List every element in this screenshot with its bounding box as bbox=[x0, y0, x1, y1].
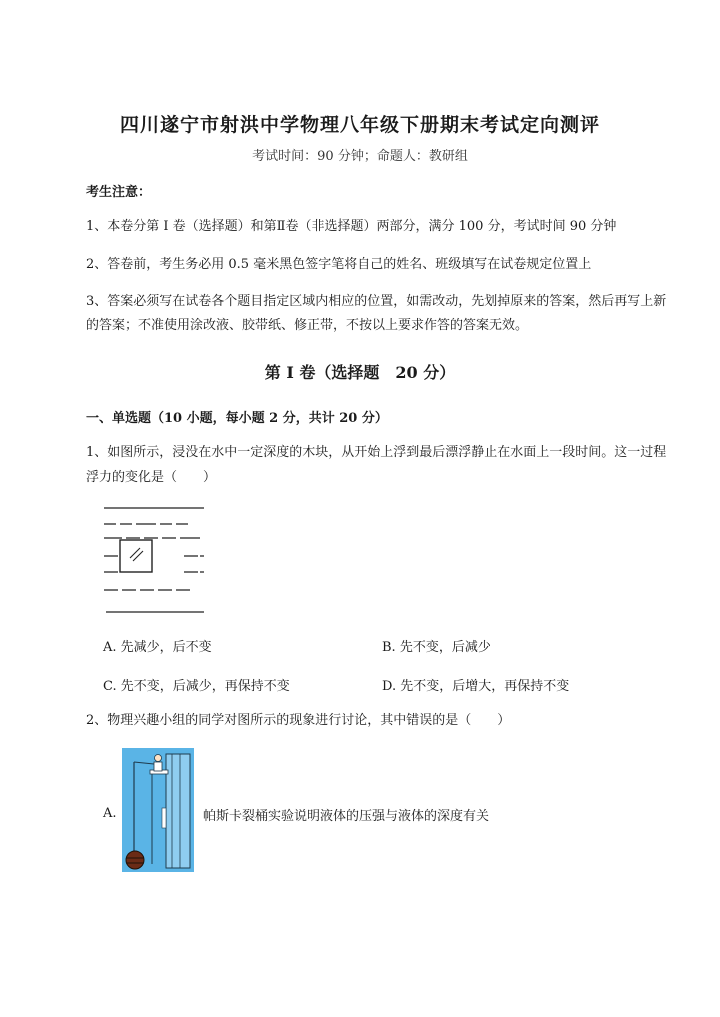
q1-option-c[interactable]: C. 先不变，后减少，再保持不变 bbox=[103, 679, 290, 694]
exam-info: 考试时间：90 分钟；命题人：教研组 bbox=[252, 149, 468, 164]
q1-stem-line2: 浮力的变化是（ ） bbox=[86, 470, 217, 485]
q1-option-d[interactable]: D. 先不变，后增大，再保持不变 bbox=[382, 679, 570, 694]
water-block-figure bbox=[100, 502, 210, 620]
note-item-1: 1、本卷分第 I 卷（选择题）和第Ⅱ卷（非选择题）两部分，满分 100 分，考试时间 90 分钟 bbox=[86, 219, 617, 234]
barrel bbox=[126, 851, 144, 869]
page-title: 四川遂宁市射洪中学物理八年级下册期末考试定向测评 bbox=[119, 114, 600, 136]
pascal-barrel-figure bbox=[122, 748, 194, 872]
q2-stem: 2、物理兴趣小组的同学对图所示的现象进行讨论，其中错误的是（ ） bbox=[86, 713, 511, 728]
q2-option-a-text: 帕斯卡裂桶实验说明液体的压强与液体的深度有关 bbox=[203, 809, 490, 824]
notes-heading: 考生注意： bbox=[86, 185, 152, 200]
q1-option-a[interactable]: A. 先减少，后不变 bbox=[103, 640, 212, 655]
q1-stem-line1: 1、如图所示，浸没在水中一定深度的木块，从开始上浮到最后漂浮静止在水面上一段时间。这一过程 bbox=[86, 445, 667, 460]
note-item-2: 2、答卷前，考生务必用 0.5 毫米黑色签字笔将自己的姓名、班级填写在试卷规定位置上 bbox=[86, 257, 592, 272]
q2-option-a-label[interactable]: A. bbox=[103, 806, 117, 821]
person-head bbox=[155, 755, 162, 762]
note-item-3: 3、答案必须写在试卷各个题目指定区域内相应的位置，如需改动，先划掉原来的答案，然后再写上新 bbox=[86, 294, 667, 309]
note-item-3-cont: 的答案；不准使用涂改液、胶带纸、修正带，不按以上要求作答的答案无效。 bbox=[86, 318, 529, 333]
q1-option-b[interactable]: B. 先不变，后减少 bbox=[382, 640, 491, 655]
section-title: 第 I 卷（选择题 20 分） bbox=[264, 363, 456, 382]
part-heading: 一、单选题（10 小题，每小题 2 分，共计 20 分） bbox=[86, 411, 388, 426]
wooden-block bbox=[120, 540, 152, 572]
